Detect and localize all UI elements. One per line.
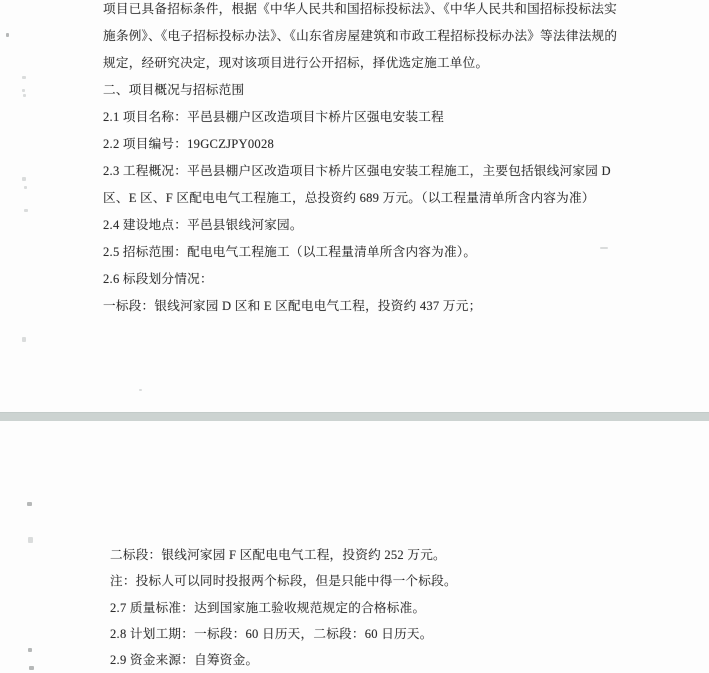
text-line: 一标段：银线河家园 D 区和 E 区配电电气工程，投资约 437 万元； [103,299,482,313]
text-line: 2.2 项目编号：19GCZJPY0028 [103,137,275,151]
text-line: 二标段：银线河家园 F 区配电电气工程，投资约 252 万元。 [110,548,446,562]
scan-speckle [22,89,25,92]
text-line: 2.9 资金来源：自筹资金。 [110,653,259,668]
scan-speckle [22,76,26,79]
scan-speckle [24,209,28,212]
scan-speckle [22,177,26,181]
scan-speckle [139,389,142,391]
text-line: 2.8 计划工期：一标段：60 日历天，二标段：60 日历天。 [110,626,433,641]
scan-speckle [6,33,9,37]
text-line: 注：投标人可以同时投报两个标段，但是只能中得一个标段。 [110,574,457,589]
scan-speckle [24,186,27,189]
page-1-text [103,0,643,320]
scan-speckle [28,648,32,652]
text-line: 2.4 建设地点：平邑县银线河家园。 [103,218,303,232]
scan-speckle [22,337,26,342]
text-line: 2.1 项目名称：平邑县棚户区改造项目卞桥片区强电安装工程 [103,110,444,124]
page-break-band [0,412,709,421]
text-line: 2.5 招标范围：配电电气工程施工（以工程量清单所含内容为准）。 [103,245,477,259]
text-line: 2.6 标段划分情况： [103,272,213,286]
scan-speckle [27,502,32,506]
section-heading: 二、项目概况与招标范围 [103,83,245,97]
scan-speckle [29,666,34,670]
text-line: 施条例》、《电子招标投标办法》、《山东省房屋建筑和市政工程招标投标办法》等法律法规的 [103,29,618,43]
text-line: 项目已具备招标条件，根据《中华人民共和国招标投标法》、《中华人民共和国招标投标法实 [103,2,617,16]
scan-speckle [600,247,608,249]
scan-speckle [28,537,33,543]
text-line: 规定，经研究决定，现对该项目进行公开招标，择优选定施工单位。 [103,56,489,70]
text-line: 2.7 质量标准：达到国家施工验收规范规定的合格标准。 [110,600,426,615]
text-line: 区、E 区、F 区配电电气工程施工，总投资约 689 万元。（以工程量清单所含内容为准） [103,191,595,205]
scan-speckle [23,94,26,97]
page-2-text [110,542,650,673]
text-line: 2.3 工程概况：平邑县棚户区改造项目卞桥片区强电安装工程施工，主要包括银线河家园 D [103,164,611,178]
